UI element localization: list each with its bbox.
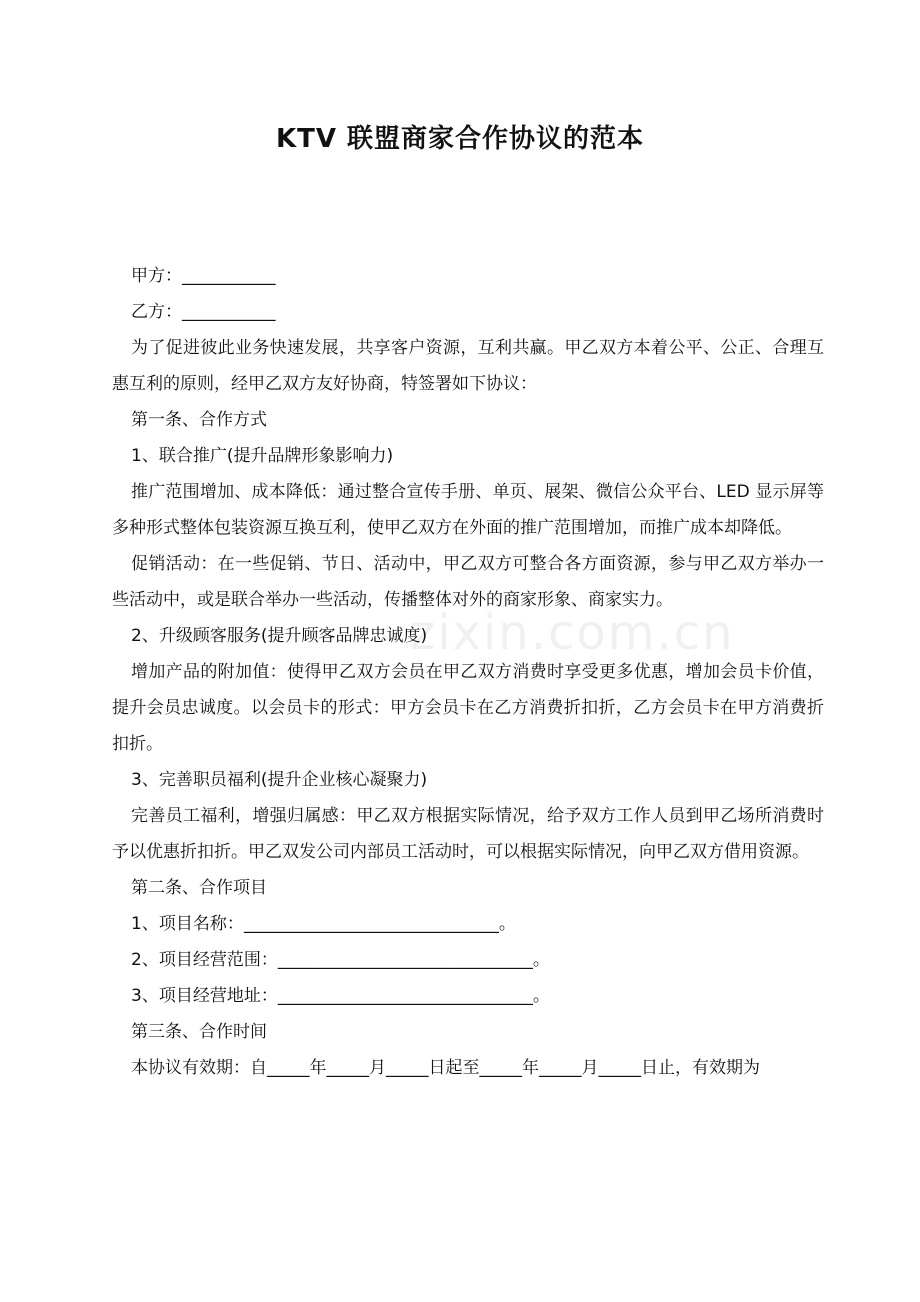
article-3-heading: 第三条、合作时间 [131, 1022, 267, 1042]
section-2-heading: 2、升级顾客服务(提升顾客品牌忠诚度) [131, 626, 428, 646]
article-1-heading: 第一条、合作方式 [131, 410, 267, 430]
watermark: zixin.com.cn [410, 605, 735, 661]
project-name-line: 1、项目名称：______________________________。 [131, 914, 516, 934]
document-body [112, 258, 824, 1086]
preamble-paragraph: 为了促进彼此业务快速发展，共享客户资源，互利共赢。甲乙双方本着公平、公正、合理互惠互利的原则，经甲乙双方友好协商，特签署如下协议： [112, 338, 824, 394]
validity-period-line: 本协议有效期：自_____年_____月_____日起至_____年_____月_____日止，有效期为 [131, 1058, 760, 1078]
added-value-paragraph: 增加产品的附加值：使得甲乙双方会员在甲乙双方消费时享受更多优惠，增加会员卡价值，提升会员忠诚度。以会员卡的形式：甲方会员卡在乙方消费折扣折，乙方会员卡在甲方消费折扣折。 [112, 662, 824, 754]
project-address-line: 3、项目经营地址：______________________________。 [131, 986, 550, 1006]
section-3-heading: 3、完善职员福利(提升企业核心凝聚力) [131, 770, 428, 790]
section-1-heading: 1、联合推广(提升品牌形象影响力) [131, 446, 394, 466]
project-scope-line: 2、项目经营范围：______________________________。 [131, 950, 550, 970]
party-b-line: 乙方：___________ [131, 302, 276, 322]
party-a-line: 甲方：___________ [131, 266, 276, 286]
promotion-activity-paragraph: 促销活动：在一些促销、节日、活动中，甲乙双方可整合各方面资源，参与甲乙双方举办一些活动中，或是联合举办一些活动，传播整体对外的商家形象、商家实力。 [112, 554, 824, 610]
employee-welfare-paragraph: 完善员工福利，增强归属感：甲乙双方根据实际情况，给予双方工作人员到甲乙场所消费时予以优惠折扣折。甲乙双发公司内部员工活动时，可以根据实际情况，向甲乙双方借用资源。 [112, 806, 824, 862]
article-2-heading: 第二条、合作项目 [131, 878, 267, 898]
promotion-scope-paragraph: 推广范围增加、成本降低：通过整合宣传手册、单页、展架、微信公众平台、LED 显示屏等多种形式整体包装资源互换互利，使甲乙双方在外面的推广范围增加，而推广成本却降低。 [112, 482, 824, 538]
document-title: KTV 联盟商家合作协议的范本 [275, 124, 645, 154]
